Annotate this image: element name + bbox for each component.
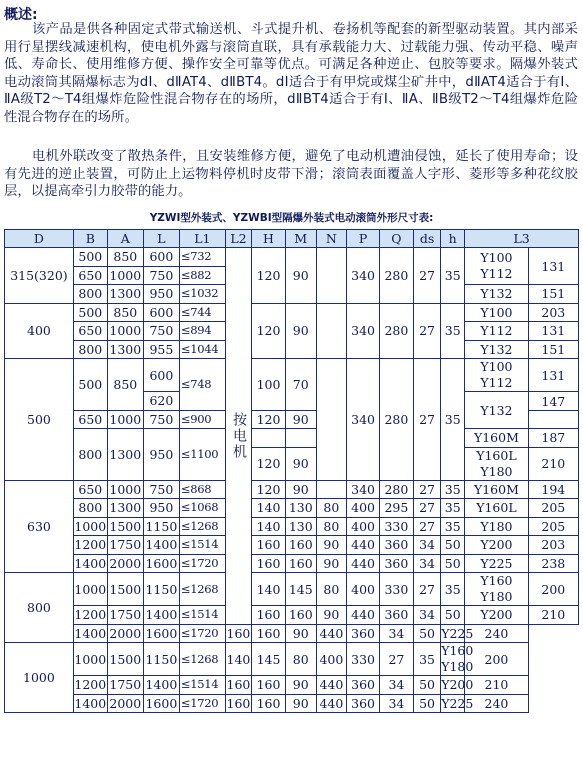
header-cell: P (347, 230, 380, 248)
table-cell: 35 (441, 480, 465, 499)
table-caption: YZWⅠ型外装式、YZWBⅠ型隔爆外装式电动滚筒外形尺寸表: (149, 212, 434, 224)
table-cell: 35 (441, 303, 465, 359)
table-row (5, 480, 579, 499)
table-cell: 90 (285, 248, 316, 304)
table-row (5, 536, 579, 555)
table-cell: 650 (73, 322, 107, 341)
table-cell: 130 (285, 499, 316, 518)
table-cell: 1400 (143, 536, 179, 555)
table-cell: 131 (528, 359, 578, 392)
table-cell: 360 (347, 676, 380, 695)
table-cell: ≤1514 (179, 536, 225, 555)
header-cell: N (316, 230, 347, 248)
table-cell: 90 (285, 480, 316, 499)
table-cell: 340 (347, 480, 380, 499)
table-cell: 1600 (143, 554, 179, 573)
table-cell: 147 (528, 392, 578, 411)
table-cell: ≤1268 (179, 643, 225, 676)
table-cell (316, 303, 347, 359)
table-cell: 27 (413, 573, 440, 606)
header-cell: Q (379, 230, 413, 248)
table-cell (252, 429, 286, 448)
table-cell: 160 (226, 625, 251, 641)
table-cell: 100 (252, 359, 286, 411)
table-cell: 500 (73, 359, 107, 411)
table-cell: 1200 (74, 537, 107, 553)
table-cell: 160 (252, 606, 286, 625)
table-cell: Y112 (465, 322, 528, 341)
table-cell: 35 (441, 499, 465, 518)
table-cell (528, 410, 578, 429)
table-row (5, 643, 579, 676)
table-cell: 280 (379, 248, 413, 304)
table-cell: 50 (413, 676, 440, 695)
table-cell: 131 (528, 248, 578, 285)
table-cell: Y200 (441, 677, 474, 693)
table-cell: 34 (413, 536, 440, 555)
table-cell: 360 (347, 694, 380, 713)
table-cell: 240 (465, 694, 528, 713)
table-cell: 1600 (143, 624, 179, 643)
table-cell: 27 (413, 499, 440, 518)
motor-model: Y180 (480, 463, 513, 479)
table-cell: 950 (143, 499, 179, 518)
table-cell: 90 (285, 410, 316, 429)
table-cell: 1750 (107, 676, 143, 695)
table-cell: 440 (316, 676, 347, 695)
table-cell: 295 (379, 499, 413, 518)
table-cell: 2000 (107, 624, 143, 643)
d-cell: 315(320) (5, 248, 74, 304)
table-cell: 1300 (107, 429, 143, 481)
table-cell: 1000 (73, 643, 107, 676)
table-cell: 34 (413, 554, 440, 573)
table-cell: Y132 (465, 340, 528, 359)
table-row (5, 676, 579, 695)
table-cell: 1300 (107, 285, 143, 304)
table-cell: 650 (73, 480, 107, 499)
motor-model: Y180 (441, 659, 474, 674)
table-cell: 400 (347, 517, 380, 536)
motor-model: Y160 (441, 643, 474, 658)
table-cell: 140 (252, 517, 286, 536)
table-cell: 203 (528, 536, 578, 555)
table-cell: 160 (252, 694, 286, 713)
table-cell: 330 (379, 573, 413, 606)
intro-paragraph: 该产品是供各种固定式带式输送机、斗式提升机、卷扬机等配套的新型驱动装置。其内部采用行星摆线减速机构，使电机外露与滚筒直联，具有承载能力大、过载能力强、传动平稳、噪声低、寿命长、使用维修方便、操作安全可靠等优点。可满足各种逆止、包胶等要求。隔爆外装式电动滚筒其隔爆标志为dⅠ、dⅡAT4、dⅡBT4。dⅠ适合于有甲烷或煤尘矿井中，dⅡAT4适合于有Ⅰ、ⅡA级T2～T4组爆炸危险性混合物存在的场所，dⅡBT4适合于有Ⅰ、ⅡA、ⅡB级T2～T4组爆炸危险性混合物存在的场所。 (4, 22, 578, 125)
table-cell (316, 248, 347, 304)
table-cell: 650 (73, 266, 107, 285)
table-cell: Y160M (465, 429, 528, 448)
table-cell: 50 (441, 554, 465, 573)
table-cell: ≤900 (179, 410, 225, 429)
table-cell: 27 (413, 480, 440, 499)
table-cell: 80 (316, 499, 347, 518)
table-cell: 140 (252, 499, 286, 518)
table-cell: ≤868 (179, 480, 225, 499)
table-cell: 1750 (107, 536, 143, 555)
table-cell: 90 (285, 676, 316, 695)
header-cell: h (441, 230, 465, 248)
table-cell: 90 (316, 536, 347, 555)
table-cell: 160 (252, 554, 286, 573)
table-cell: 140 (225, 643, 251, 676)
table-cell: 1600 (143, 694, 179, 713)
table-cell: ≤1514 (179, 606, 225, 625)
table-cell: 34 (379, 694, 413, 713)
d-cell: 500 (5, 359, 74, 481)
table-cell: Y132 (465, 285, 528, 304)
d-cell: 630 (5, 480, 74, 573)
header-cell: H (252, 230, 286, 248)
table-cell: 1500 (107, 643, 143, 676)
table-cell: 35 (441, 573, 465, 606)
table-cell: 1000 (107, 266, 143, 285)
table-row (5, 248, 579, 267)
table-cell: 27 (413, 359, 440, 481)
table-cell: ≤1720 (179, 554, 225, 573)
table-cell: 200 (528, 573, 578, 606)
table-cell: 950 (143, 285, 179, 304)
table-cell: 34 (379, 624, 413, 643)
table-cell (465, 359, 528, 392)
table-cell: 1200 (74, 677, 107, 693)
table-cell: 280 (379, 359, 413, 481)
table-row (5, 429, 579, 448)
table-cell: 440 (347, 536, 380, 555)
table-cell: 210 (528, 447, 578, 480)
table-row (5, 694, 579, 713)
table-cell: 151 (528, 285, 578, 304)
table-cell: 1400 (74, 625, 107, 641)
table-cell: 2000 (107, 694, 143, 713)
table-cell: 90 (285, 694, 316, 713)
table-cell: 90 (285, 447, 316, 480)
table-cell: 800 (73, 285, 107, 304)
table-cell: 1400 (143, 676, 179, 695)
table-cell: 650 (73, 410, 107, 429)
table-cell: 50 (441, 606, 465, 625)
table-cell (285, 429, 316, 448)
motor-model: Y112 (480, 375, 513, 390)
table-cell: 800 (73, 340, 107, 359)
table-row (5, 606, 579, 625)
table-cell: 160 (252, 676, 286, 695)
table-row (5, 499, 579, 518)
table-cell (316, 359, 347, 481)
table-cell: 360 (347, 624, 380, 643)
table-cell: 145 (252, 643, 286, 676)
table-cell: 340 (347, 359, 380, 481)
table-cell: 440 (316, 624, 347, 643)
table-cell: Y225 (465, 554, 528, 573)
table-cell: 120 (252, 303, 286, 359)
table-cell: 160 (226, 695, 251, 711)
table-cell: 27 (413, 303, 440, 359)
table-cell: 50 (413, 694, 440, 713)
table-cell: 400 (316, 643, 347, 676)
table-cell: 1500 (107, 573, 143, 606)
table-cell: 1000 (107, 480, 143, 499)
table-cell: 360 (379, 606, 413, 625)
table-cell: 35 (441, 248, 465, 304)
table-cell: 194 (528, 480, 578, 499)
table-cell: 1150 (143, 643, 179, 676)
table-cell: 200 (465, 643, 528, 676)
table-cell (465, 248, 528, 285)
table-cell: 1300 (107, 499, 143, 518)
table-cell: 1400 (74, 695, 107, 711)
table-row (5, 554, 579, 573)
header-cell: L2 (225, 230, 251, 248)
table-cell: 360 (379, 554, 413, 573)
motor-model: Y100 (480, 359, 513, 374)
table-cell: Y225 (441, 625, 474, 641)
table-cell: 160 (285, 606, 316, 625)
table-cell: 90 (316, 554, 347, 573)
table-cell: ≤1100 (179, 429, 225, 481)
table-cell: 400 (347, 573, 380, 606)
d-cell: 800 (5, 573, 74, 643)
table-cell: 210 (465, 676, 528, 695)
table-cell: ≤1720 (179, 694, 225, 713)
table-cell: 120 (252, 410, 286, 429)
table-cell: 500 (73, 303, 107, 322)
table-cell: 140 (252, 573, 286, 606)
dimensions-table (4, 229, 579, 713)
table-cell: 1000 (107, 322, 143, 341)
table-cell: 240 (465, 624, 528, 643)
table-cell: 330 (379, 517, 413, 536)
table-cell: 1150 (143, 573, 179, 606)
table-cell: 145 (285, 573, 316, 606)
table-cell: 800 (73, 499, 107, 518)
table-cell: ≤732 (179, 248, 225, 267)
table-row (5, 359, 579, 392)
table-cell: 90 (285, 303, 316, 359)
table-cell (465, 447, 528, 480)
table-cell: 50 (441, 536, 465, 555)
table-cell: 187 (528, 429, 578, 448)
table-cell: ≤1720 (179, 624, 225, 643)
table-cell: 360 (379, 536, 413, 555)
motor-model: Y160L (476, 447, 517, 463)
table-cell: Y100 (465, 303, 528, 322)
table-cell: 600 (143, 248, 179, 267)
table-cell: 620 (143, 392, 179, 411)
table-cell: 205 (528, 517, 578, 536)
table-cell: ≤894 (179, 322, 225, 341)
second-paragraph: 电机外联改变了散热条件，且安装维修方便，避免了电动机遭油侵蚀，延长了使用寿命；设有先进的逆止装置，可防止上运物料停机时皮带下滑；滚筒表面覆盖人字形、菱形等多种花纹胶层，以提高牵引力胶带的能力。 (4, 149, 578, 199)
table-cell: 750 (143, 266, 179, 285)
table-cell: Y160L (465, 499, 528, 518)
table-cell: 90 (316, 606, 347, 625)
table-cell: 850 (107, 359, 143, 411)
table-cell: 160 (285, 536, 316, 555)
table-cell: 1000 (74, 518, 107, 534)
table-row (5, 624, 579, 643)
table-cell: 160 (226, 677, 251, 693)
table-cell: Y180 (465, 517, 528, 536)
header-cell: L1 (179, 230, 225, 248)
table-cell: 440 (347, 606, 380, 625)
table-cell: 750 (143, 480, 179, 499)
table-cell: ≤1068 (179, 499, 225, 518)
table-cell: 440 (347, 554, 380, 573)
table-cell: 2000 (107, 554, 143, 573)
table-cell: 238 (528, 554, 578, 573)
table-cell: ≤1044 (179, 340, 225, 359)
table-cell: 27 (413, 248, 440, 304)
table-cell: Y200 (465, 606, 528, 625)
table-cell: 34 (413, 606, 440, 625)
table-cell: 120 (252, 447, 286, 480)
header-cell: ds (413, 230, 440, 248)
table-cell: 340 (347, 248, 380, 304)
table-cell: 160 (285, 554, 316, 573)
table-cell: 600 (143, 303, 179, 322)
table-cell: 203 (528, 303, 578, 322)
table-cell (441, 643, 474, 676)
table-cell: 35 (441, 359, 465, 481)
table-cell: Y200 (465, 536, 528, 555)
table-cell: 800 (73, 429, 107, 481)
header-cell: L3 (465, 230, 579, 248)
table-cell: 50 (413, 624, 440, 643)
table-row (5, 573, 579, 606)
table-cell: 1400 (143, 606, 179, 625)
d-cell: 1000 (5, 643, 74, 713)
header-cell: D (5, 230, 74, 248)
table-cell: 750 (143, 410, 179, 429)
table-cell: 955 (143, 340, 179, 359)
table-cell: 27 (379, 643, 413, 676)
section-heading: 概述: (4, 7, 38, 23)
header-cell: L (143, 230, 179, 248)
table-row (5, 517, 579, 536)
d-cell: 400 (5, 303, 74, 359)
table-cell: Y132 (465, 392, 528, 429)
header-row (5, 230, 579, 248)
table-cell: Y160M (465, 480, 528, 499)
table-cell: 131 (528, 322, 578, 341)
table-cell: 1000 (73, 573, 107, 606)
table-cell: 1200 (74, 607, 107, 623)
table-cell: 950 (143, 429, 179, 481)
table-cell: 280 (379, 480, 413, 499)
motor-model: Y112 (480, 266, 513, 281)
table-cell: 1400 (74, 555, 107, 571)
table-row (5, 303, 579, 322)
table-cell: 90 (285, 624, 316, 643)
table-cell: 80 (316, 573, 347, 606)
header-cell: A (107, 230, 143, 248)
table-cell: 151 (528, 340, 578, 359)
table-cell: 440 (316, 694, 347, 713)
table-cell: 130 (285, 517, 316, 536)
table-cell: 160 (252, 624, 286, 643)
motor-model: Y180 (480, 589, 513, 604)
table-cell: Y225 (441, 695, 474, 711)
table-cell: ≤1268 (179, 573, 225, 606)
table-cell: 850 (107, 248, 143, 267)
table-cell: 120 (252, 480, 286, 499)
table-cell: ≤744 (179, 303, 225, 322)
table-cell: 1500 (107, 517, 143, 536)
table-cell: 34 (379, 676, 413, 695)
table-cell: 27 (413, 517, 440, 536)
table-cell: ≤1268 (179, 517, 225, 536)
table-cell: 35 (441, 517, 465, 536)
table-cell: 205 (528, 499, 578, 518)
table-cell: 210 (528, 606, 578, 625)
table-cell: 80 (316, 517, 347, 536)
table-cell: ≤748 (179, 359, 225, 411)
l2-cell: 按电机 (225, 248, 251, 625)
motor-model: Y100 (480, 250, 513, 265)
table-cell (465, 573, 528, 606)
table-cell: 500 (73, 248, 107, 267)
table-cell: 160 (252, 536, 286, 555)
table-cell (316, 480, 347, 499)
header-cell: B (73, 230, 107, 248)
table-cell: ≤1514 (179, 676, 225, 695)
table-cell: 1000 (107, 410, 143, 429)
table-cell: 280 (379, 303, 413, 359)
table-cell: 80 (285, 643, 316, 676)
table-cell: 70 (285, 359, 316, 411)
table-cell: 1150 (143, 517, 179, 536)
table-cell: 750 (143, 322, 179, 341)
table-cell: 1750 (107, 606, 143, 625)
motor-model: Y160 (480, 573, 513, 588)
table-cell: 35 (413, 643, 440, 676)
table-cell: ≤882 (179, 266, 225, 285)
table-cell: 340 (347, 303, 380, 359)
table-cell: 400 (347, 499, 380, 518)
table-cell: 600 (143, 359, 179, 392)
table-cell: 850 (107, 303, 143, 322)
table-cell: 120 (252, 248, 286, 304)
header-cell: M (285, 230, 316, 248)
table-cell: 1300 (107, 340, 143, 359)
table-cell: 330 (347, 643, 380, 676)
table-cell: ≤1032 (179, 285, 225, 304)
